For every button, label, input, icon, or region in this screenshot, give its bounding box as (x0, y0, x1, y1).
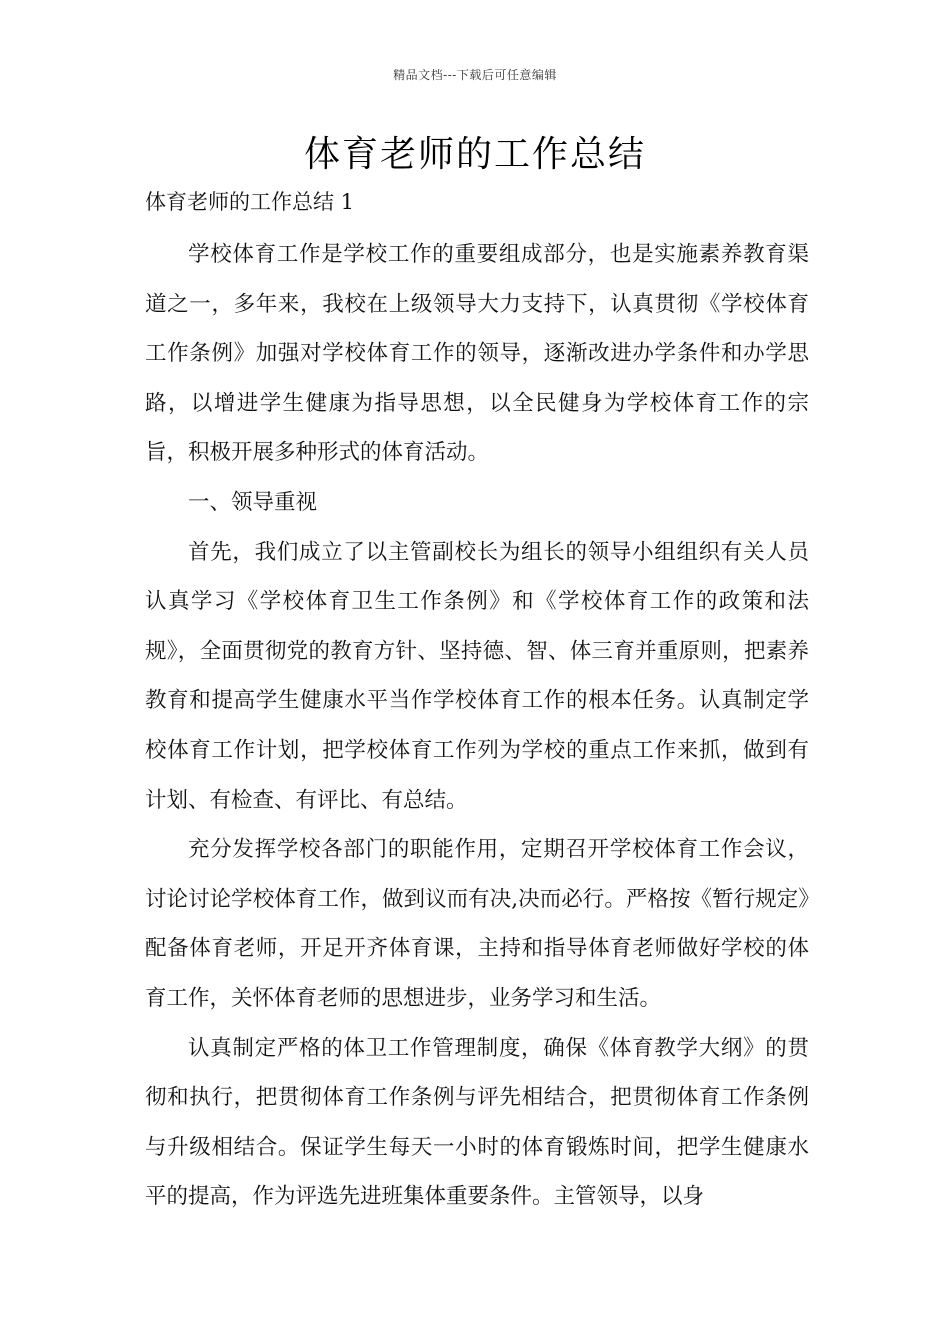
paragraph: 充分发挥学校各部门的职能作用，定期召开学校体育工作会议，讨论讨论学校体育工作，做到议而有决,决而必行。严格按《暂行规定》配备体育老师，开足开齐体育课，主持和指导体育老师做好学校的体育工作，关怀体育老师的思想进步，业务学习和生活。 (145, 837, 809, 1011)
header-note: 精品文档---下载后可任意编辑 (393, 68, 557, 82)
paragraph: 认真制定严格的体卫工作管理制度，确保《体育教学大纲》的贯彻和执行，把贯彻体育工作条例与评先相结合，把贯彻体育工作条例与升级相结合。保证学生每天一小时的体育锻炼时间，把学生健康水平的提高，作为评选先进班集体重要条件。主管领导，以身 (145, 1035, 809, 1210)
paragraph: 首先，我们成立了以主管副校长为组长的领导小组组织有关人员认真学习《学校体育卫生工作条例》和《学校体育工作的政策和法规》，全面贯彻党的教育方针、坚持德、智、体三育并重原则，把素养教育和提高学生健康水平当作学校体育工作的根本任务。认真制定学校体育工作计划，把学校体育工作列为学校的重点工作来抓，做到有计划、有检查、有评比、有总结。 (145, 539, 809, 813)
paragraph: 学校体育工作是学校工作的重要组成部分，也是实施素养教育渠道之一，多年来，我校在上级领导大力支持下，认真贯彻《学校体育工作条例》加强对学校体育工作的领导，逐渐改进办学条件和办学思路，以增进学生健康为指导思想，以全民健身为学校体育工作的宗旨，积极开展多种形式的体育活动。 (145, 242, 809, 466)
document-subtitle: 体育老师的工作总结 1 (145, 190, 355, 214)
section-heading: 一、领导重视 (188, 489, 318, 515)
document-title: 体育老师的工作总结 (303, 134, 646, 175)
document-body (145, 230, 809, 1222)
